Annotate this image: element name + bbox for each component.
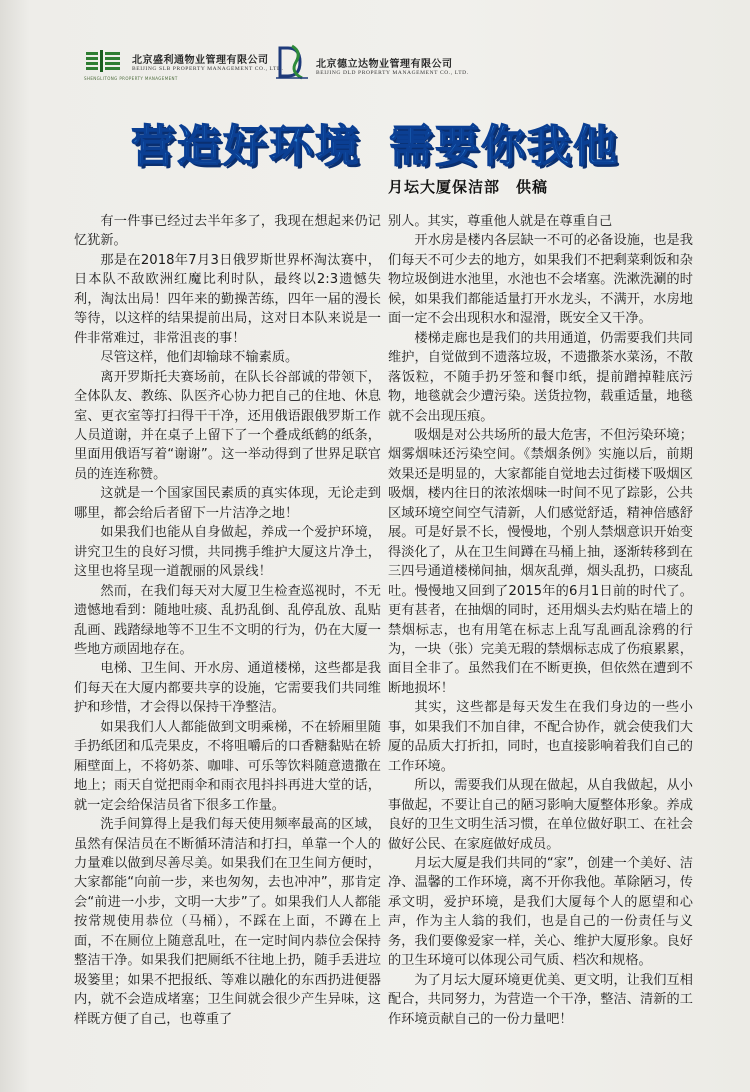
paragraph: 然而，在我们每天对大厦卫生检查巡视时，不无遗憾地看到：随地吐痰、乱扔乱倒、乱停乱放、乱贴乱画、践踏绿地等不卫生不文明的行为，仍在大厦一些地方顽固地存在。 [74, 583, 381, 657]
paragraph: 有一件事已经过去半年多了，我现在想起来仍记忆犹新。 [74, 214, 381, 249]
paragraph: 所以，需要我们从现在做起，从自我做起，从小事做起，不要让自己的陋习影响大厦整体形象。养成良好的卫生文明生活习惯，在单位做好职工、在社会做好公民、在家庭做好成员。 [388, 778, 693, 852]
paragraph: 吸烟是对公共场所的最大危害，不但污染环境；烟雾烟味还污染空间。《禁烟条例》实施以后，前期效果还是明显的，大家都能自觉地去过街楼下吸烟区吸烟，楼内往日的浓浓烟味一时间不见了踪影，公共区域环境空间空气清新，人们感觉舒适，精神倍感舒展。可是好景不长，慢慢地，个别人禁烟意识开始变得淡化了，从在卫生间蹲在马桶上抽，逐渐转移到在三四号通道楼梯间抽，烟灰乱弹，烟头乱扔，口痰乱吐。慢慢地又回到了2015年的6月1日前的时代了。更有甚者，在抽烟的同时，还用烟头去灼贴在墙上的禁烟标志，也有用笔在标志上乱写乱画乱涂鸦的行为，一块（张）完美无瑕的禁烟标志成了伤痕累累，面目全非了。虽然我们在不断更换，但依然在遭到不断地损坏！ [388, 427, 693, 696]
article-column-left [74, 212, 381, 1029]
paragraph: 为了月坛大厦环境更优美、更文明，让我们互相配合，共同努力，为营造一个干净，整洁、清新的工作环境贡献自己的一份力量吧！ [388, 972, 693, 1027]
paragraph: 电梯、卫生间、开水房、通道楼梯，这些都是我们每天在大厦内都要共享的设施，它需要我们共同维护和珍惜，才会得以保持干净整洁。 [74, 661, 381, 716]
paragraph: 月坛大厦是我们共同的“家”，创建一个美好、洁净、温馨的工作环境，离不开你我他。革除陋习，传承文明，爱护环境，是我们大厦每个人的愿望和心声，作为主人翁的我们，也是自己的一份责任与义务，我们要像爱家一样，关心、维护大厦形象。良好的卫生环境可以体现公司气质、档次和规格。 [388, 855, 693, 969]
right-company-name-en: BEIJING DLD PROPERTY MANAGEMENT CO., LTD. [316, 69, 469, 76]
header-logos [84, 48, 684, 82]
paragraph: 开水房是楼内各层缺一不可的必备设施，也是我们每天不可少去的地方，如果我们不把剩菜剩饭和杂物垃圾倒进水池里，水池也不会堵塞。洗漱洗涮的时候，如果我们都能适量打开水龙头，不满开，水房地面一定不会出现积水和湿滑，既安全又干净。 [388, 233, 693, 327]
paragraph: 如果我们也能从自身做起，养成一个爱护环境，讲究卫生的良好习惯，共同携手维护大厦这片净土，这里也将呈现一道靓丽的风景线！ [74, 525, 381, 580]
company-logo-dld [272, 48, 469, 82]
company-logo-slb [84, 48, 284, 81]
building-logo-icon [84, 48, 128, 74]
paragraph: 离开罗斯托夫赛场前，在队长谷部诚的带领下，全体队友、教练、队医齐心协力把自己的住地、休息室、更衣室等打扫得干干净，还用俄语跟俄罗斯工作人员道谢，并在桌子上留下了一个叠成纸鹤的纸条，里面用俄语写着“谢谢”。这一举动得到了世界足联官员的连连称赞。 [74, 369, 381, 482]
dld-monogram-icon [272, 42, 312, 82]
article-byline: 月坛大厦保洁部 供稿 [388, 178, 549, 196]
left-company-name: 北京盛利通物业管理有限公司 [132, 54, 269, 66]
paragraph: 别人。其实，尊重他人就是在尊重自己 [388, 214, 613, 229]
paragraph: 其实，这些都是每天发生在我们身边的一些小事，如果我们不加自律，不配合协作，就会使我们大厦的品质大打折扣，同时，也直接影响着我们自己的工作环境。 [388, 700, 693, 774]
left-company-tagline: SHENGLITONG PROPERTY MANAGEMENT [84, 76, 178, 81]
right-company-name: 北京德立达物业管理有限公司 [316, 58, 453, 70]
paragraph: 尽管这样，他们却输球不输素质。 [100, 350, 299, 366]
article-title-part1: 营造好环境 [131, 121, 361, 172]
article-title-part2: 需要你我他 [389, 121, 619, 172]
paragraph: 那是在2018年7月3日俄罗斯世界杯淘汰赛中，日本队不敌欧洲红魔比利时队，最终以2:3遗憾失利，淘汰出局！四年来的勤操苦练，四年一届的漫长等待，以这样的结果提前出局，这对日本队来说是一件非常难过，非常沮丧的事！ [74, 252, 381, 346]
paragraph: 这就是一个国家国民素质的真实体现，无论走到哪里，都会给后者留下一片洁净之地！ [74, 486, 381, 521]
paragraph: 如果我们人人都能做到文明乘梯，不在轿厢里随手扔纸团和瓜壳果皮，不将咀嚼后的口香糖黏贴在轿厢壁面上，不将奶茶、咖啡、可乐等饮料随意遗撒在地上；雨天自觉把雨伞和雨衣甩抖抖再进大堂的话，就一定会给保洁员省下很多工作量。 [74, 719, 381, 813]
article-title [0, 110, 750, 174]
left-company-name-en: BEIJING SLB PROPERTY MANAGEMENT CO., LTD. [132, 65, 284, 72]
paragraph: 洗手间算得上是我们每天使用频率最高的区域，虽然有保洁员在不断循环清洁和打扫，单靠一个人的力量难以做到尽善尽美。如果我们在卫生间方便时，大家都能“向前一步，来也匆匆，去也冲冲”，那肯定会“前进一小步，文明一大步”了。如果我们人人都能按常规使用恭位（马桶），不踩在上面，不蹲在上面，不在厕位上随意乱吐，在一定时间内恭位会保持整洁干净。如果我们把厕纸不往地上扔，随手丢进垃圾篓里；如果不把报纸、等难以融化的东西扔进便器内，就不会造成堵塞；卫生间就会很少产生异味，这样既方便了自己，也尊重了 [74, 817, 381, 1027]
paragraph: 楼梯走廊也是我们的共用通道，仍需要我们共同维护，自觉做到不遗落垃圾，不遗撒茶水菜汤，不散落饭粒，不随手扔牙签和餐巾纸，提前蹭掉鞋底污物，地毯就会少遭污染。送货拉物，载重适量，地毯就不会出现压痕。 [388, 330, 693, 424]
article-column-right [388, 212, 693, 1029]
